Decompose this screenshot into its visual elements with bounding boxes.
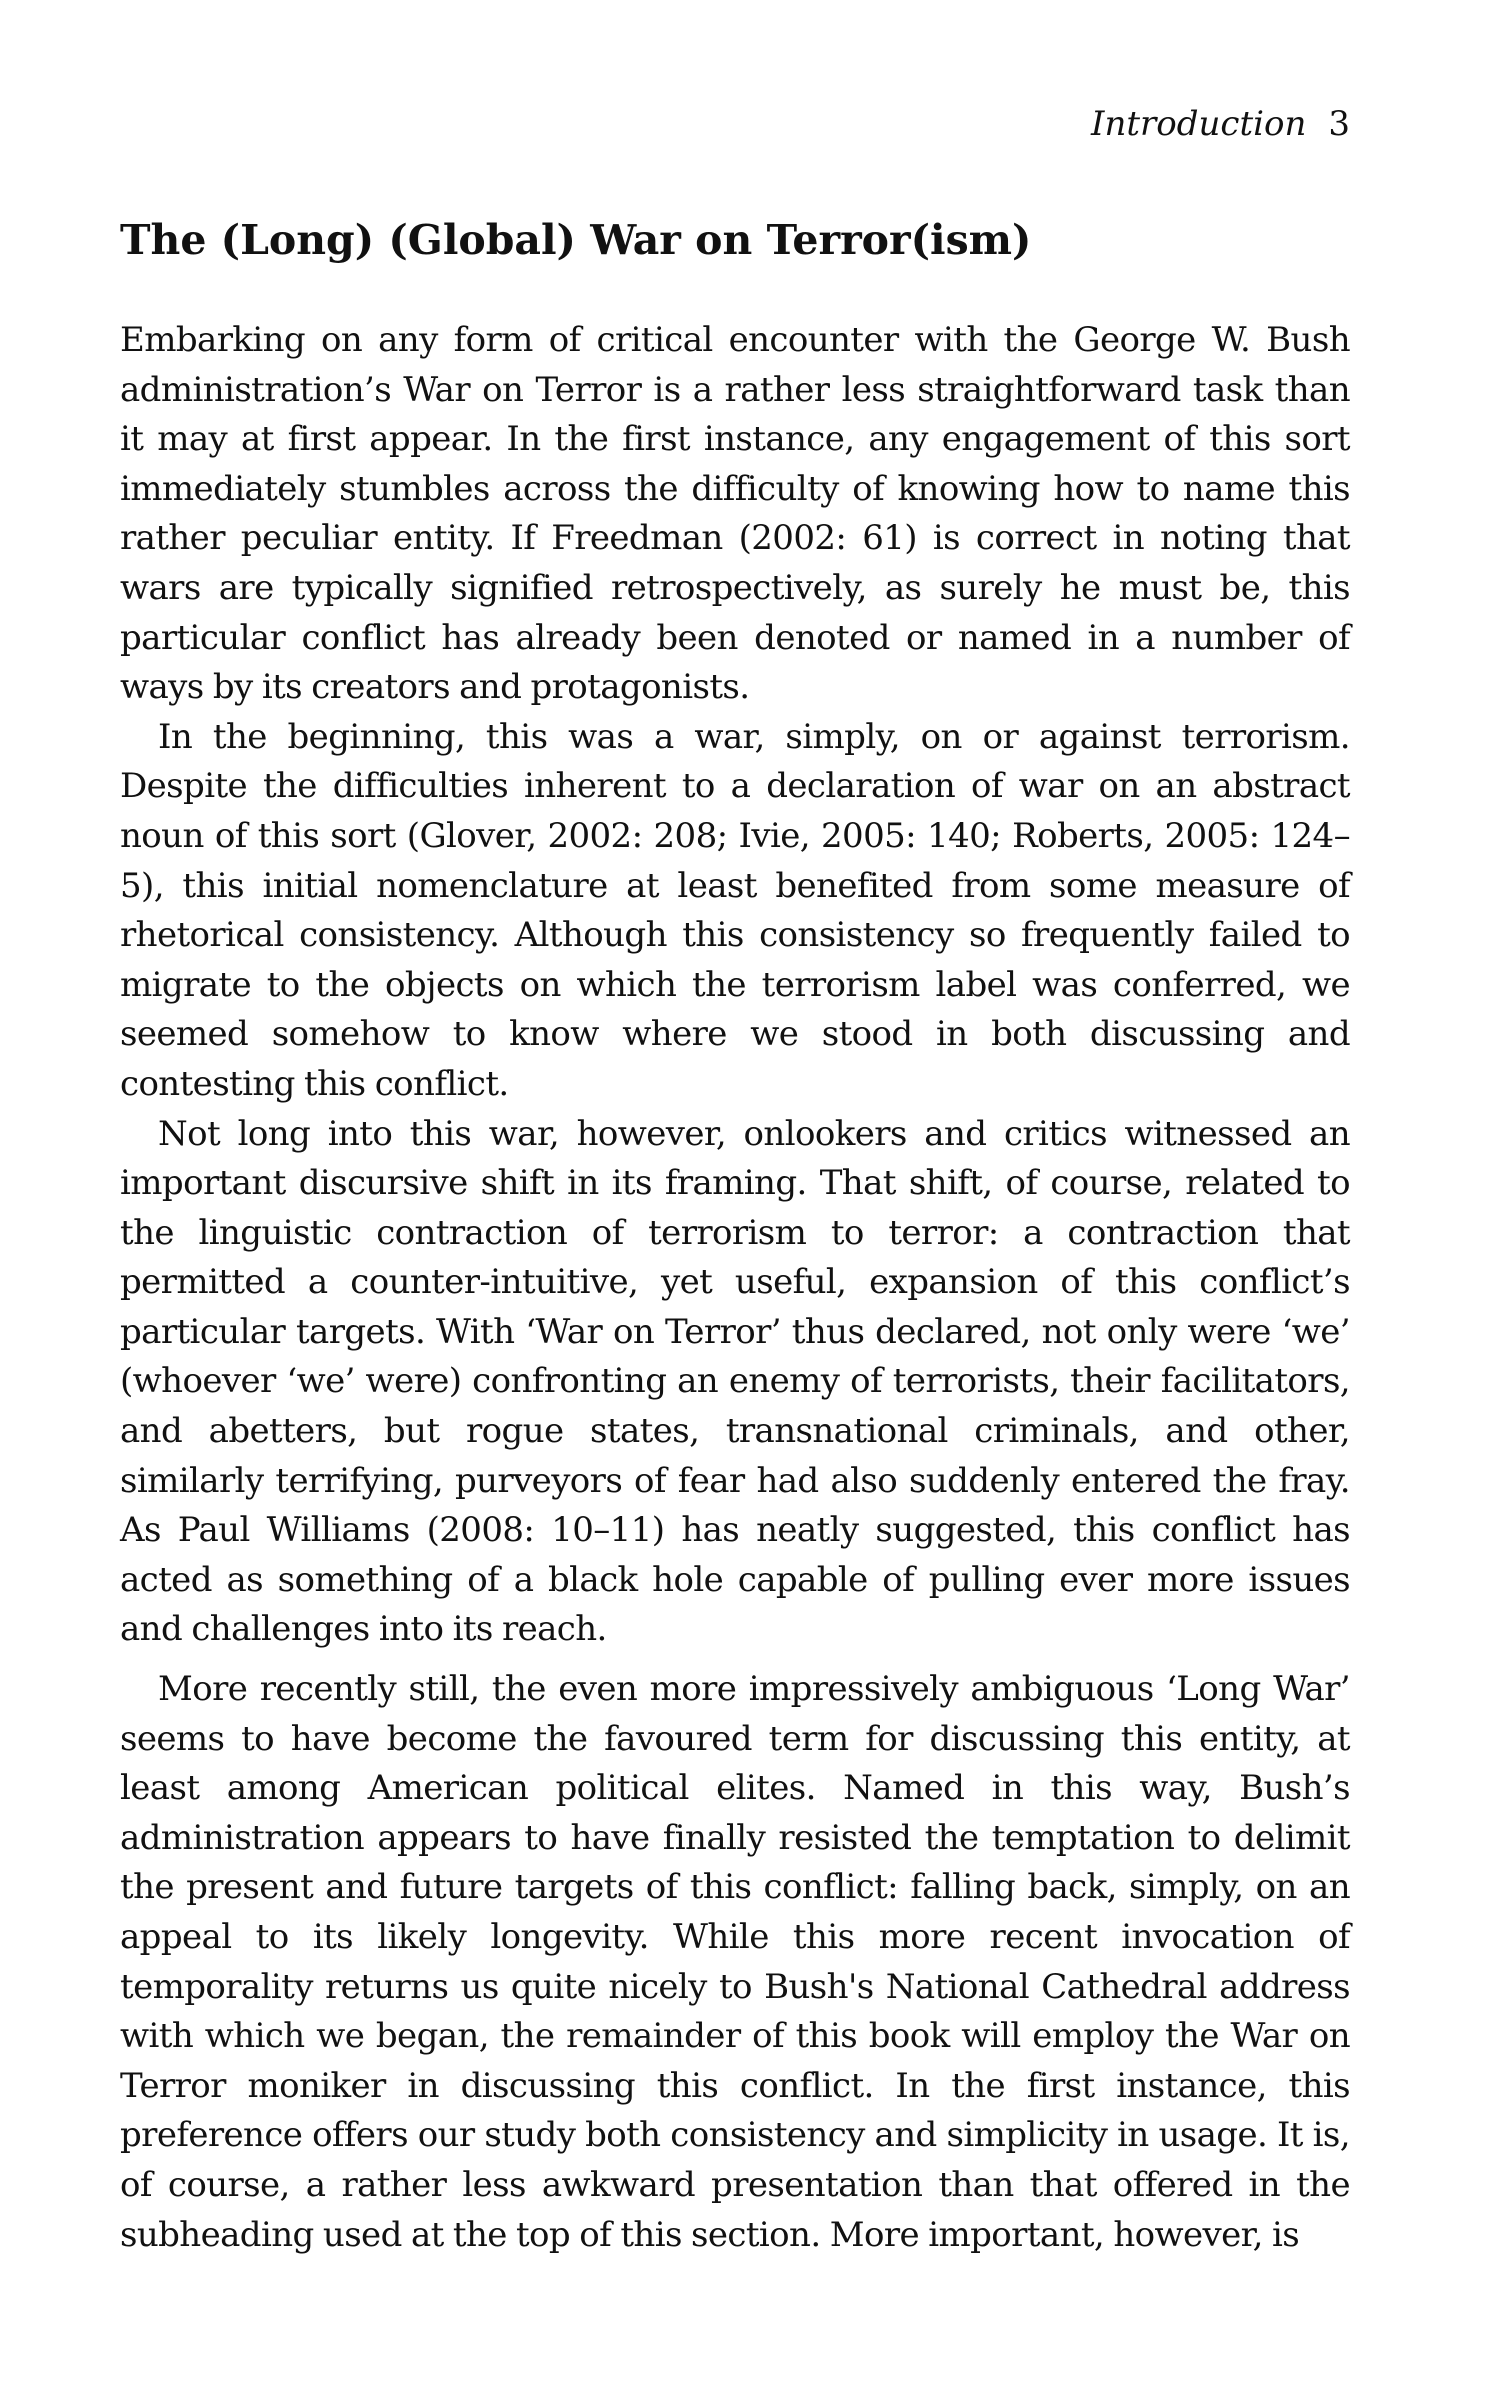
running-head-section: Introduction <box>1091 104 1307 144</box>
page-number: 3 <box>1328 104 1350 144</box>
body-text <box>120 316 1350 2260</box>
paragraph-3: Not long into this war, however, onlookers and critics witnessed an important discursive shift in its framing. That shift, of course, related to the linguistic contraction of terrorism to terror: a contraction that permitted a counter-intuitive, yet useful, expansion of this conflict’s particular targets. With ‘War on Terror’ thus declared, not only were ‘we’ (whoever ‘we’ were) confronting an enemy of terrorists, their facilitators, and abetters, but rogue states, transnational criminals, and other, similarly terrifying, purveyors of fear had also suddenly entered the fray. As Paul Williams (2008: 10–11) has neatly suggested, this conflict has acted as something of a black hole capable of pulling ever more issues and challenges into its reach. <box>120 1113 1350 1650</box>
book-page <box>120 100 1350 2260</box>
paragraph-2: In the beginning, this was a war, simply, on or against terrorism. Despite the difficulties inherent to a declaration of war on an abstract noun of this sort (Glover, 2002: 208; Ivie, 2005: 140; Roberts, 2005: 124–5), this initial nomenclature at least benefited from some measure of rhetorical consistency. Although this consistency so frequently failed to migrate to the objects on which the terrorism label was conferred, we seemed somehow to know where we stood in both discussing and contesting this conflict. <box>120 716 1350 1104</box>
paragraph-4: More recently still, the even more impressively ambiguous ‘Long War’ seems to have become the favoured term for discussing this entity, at least among American political elites. Named in this way, Bush’s administration appears to have finally resisted the temptation to delimit the present and future targets of this conflict: falling back, simply, on an appeal to its likely longevity. While this more recent invocation of temporality returns us quite nicely to Bush's National Cathedral address with which we began, the remainder of this book will employ the War on Terror moniker in discussing this conflict. In the first instance, this preference offers our study both consistency and simplicity in usage. It is, of course, a rather less awkward presentation than that offered in the subheading used at the top of this section. More important, however, is <box>120 1669 1350 2255</box>
section-subheading: The (Long) (Global) War on Terror(ism) <box>120 216 1032 264</box>
running-head <box>120 100 1350 148</box>
paragraph-1: Embarking on any form of critical encounter with the George W. Bush administration’s War on Terror is a rather less straightforward task than it may at first appear. In the first instance, any engagement of this sort immediately stumbles across the difficulty of knowing how to name this rather peculiar entity. If Freedman (2002: 61) is correct in noting that wars are typically signified retrospectively, as surely he must be, this particular conflict has already been denoted or named in a number of ways by its creators and protagonists. <box>120 320 1350 708</box>
